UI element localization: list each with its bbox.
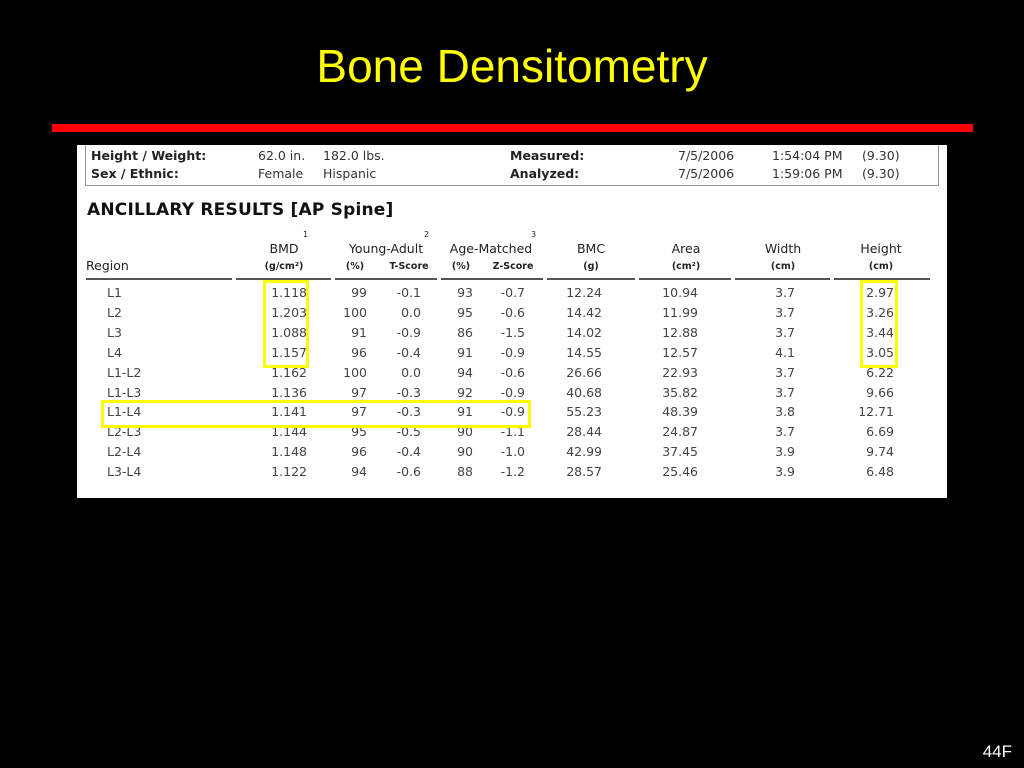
cell-region: L2-L4 bbox=[107, 444, 142, 460]
young-adult-header: Young-Adult bbox=[348, 241, 424, 256]
cell-t: 0.0 bbox=[401, 304, 421, 320]
cell-region: L2-L3 bbox=[107, 424, 142, 440]
cell-width: 4.1 bbox=[775, 344, 795, 360]
cell-bmd: 1.141 bbox=[271, 404, 307, 420]
cell-bmd: 1.162 bbox=[271, 364, 307, 380]
cell-region: L1-L3 bbox=[107, 384, 142, 400]
cell-height: 2.97 bbox=[866, 285, 894, 300]
page-number: 44F bbox=[982, 742, 1012, 761]
cell-area: 48.39 bbox=[662, 404, 698, 420]
cell-width: 3.7 bbox=[775, 304, 795, 320]
measured-label: Measured: bbox=[510, 148, 585, 163]
cell-region: L1-L2 bbox=[107, 364, 142, 380]
cell-bmc: 55.23 bbox=[566, 404, 602, 420]
cell-height: 6.22 bbox=[866, 364, 894, 380]
age-matched-header: Age-Matched bbox=[449, 241, 533, 256]
cell-am-pct: 95 bbox=[457, 304, 473, 320]
cell-bmc: 12.24 bbox=[566, 285, 602, 300]
sex-value: Female bbox=[258, 166, 304, 181]
header-rule bbox=[735, 278, 830, 280]
cell-bmc: 14.42 bbox=[566, 304, 602, 320]
height-value: 62.0 in. bbox=[258, 148, 306, 163]
table-row bbox=[77, 404, 947, 424]
cell-bmc: 28.44 bbox=[566, 424, 602, 440]
cell-height: 3.05 bbox=[866, 344, 894, 360]
weight-value: 182.0 lbs. bbox=[323, 148, 385, 163]
analyzed-time: 1:59:06 PM bbox=[772, 166, 843, 181]
cell-am-pct: 92 bbox=[457, 384, 473, 400]
cell-bmd: 1.203 bbox=[271, 304, 307, 320]
cell-am-pct: 91 bbox=[457, 404, 473, 420]
title-divider bbox=[52, 124, 973, 132]
cell-bmd: 1.088 bbox=[271, 324, 307, 340]
cell-area: 11.99 bbox=[662, 304, 698, 320]
cell-t: -0.3 bbox=[396, 384, 421, 400]
cell-t: -0.5 bbox=[396, 424, 421, 440]
header-rule bbox=[834, 278, 930, 280]
table-row bbox=[77, 464, 947, 484]
young-adult-footnote: 2 bbox=[424, 230, 430, 239]
cell-region: L1 bbox=[107, 285, 122, 300]
cell-region: L1-L4 bbox=[107, 404, 142, 420]
table-row bbox=[77, 365, 947, 385]
cell-bmd: 1.148 bbox=[271, 444, 307, 460]
cell-width: 3.7 bbox=[775, 324, 795, 340]
region-header: Region bbox=[86, 258, 129, 273]
cell-width: 3.7 bbox=[775, 384, 795, 400]
sex-ethnic-row bbox=[86, 166, 938, 184]
cell-area: 35.82 bbox=[662, 384, 698, 400]
cell-z: -1.1 bbox=[500, 424, 525, 440]
sex-ethnic-label: Sex / Ethnic: bbox=[91, 166, 179, 181]
cell-t: -0.3 bbox=[396, 404, 421, 420]
cell-ya-pct: 100 bbox=[343, 364, 367, 380]
cell-ya-pct: 91 bbox=[351, 324, 367, 340]
measured-time: 1:54:04 PM bbox=[772, 148, 843, 163]
cell-am-pct: 93 bbox=[457, 285, 473, 300]
cell-height: 3.44 bbox=[866, 324, 894, 340]
width-unit: (cm) bbox=[770, 261, 796, 272]
cell-z: -1.0 bbox=[500, 444, 525, 460]
table-row bbox=[77, 345, 947, 365]
cell-t: -0.9 bbox=[396, 324, 421, 340]
height-weight-label: Height / Weight: bbox=[91, 148, 207, 163]
cell-area: 37.45 bbox=[662, 444, 698, 460]
table-row bbox=[77, 385, 947, 405]
cell-region: L3 bbox=[107, 324, 122, 340]
cell-am-pct: 90 bbox=[457, 424, 473, 440]
cell-area: 12.88 bbox=[662, 324, 698, 340]
table-row bbox=[77, 325, 947, 345]
cell-t: -0.4 bbox=[396, 444, 421, 460]
age-matched-footnote: 3 bbox=[531, 230, 537, 239]
cell-am-pct: 86 bbox=[457, 324, 473, 340]
cell-area: 12.57 bbox=[662, 344, 698, 360]
cell-t: -0.6 bbox=[396, 464, 421, 480]
cell-ya-pct: 97 bbox=[351, 384, 367, 400]
cell-ya-pct: 96 bbox=[351, 344, 367, 360]
am-pct-unit: (%) bbox=[451, 261, 471, 272]
t-score-unit: T-Score bbox=[389, 261, 429, 272]
cell-ya-pct: 99 bbox=[351, 285, 367, 300]
cell-z: -0.9 bbox=[500, 344, 525, 360]
cell-am-pct: 91 bbox=[457, 344, 473, 360]
header-rule bbox=[86, 278, 232, 280]
header-rule bbox=[441, 278, 543, 280]
cell-ya-pct: 100 bbox=[343, 304, 367, 320]
cell-height: 6.48 bbox=[866, 464, 894, 480]
cell-am-pct: 94 bbox=[457, 364, 473, 380]
height-weight-row bbox=[86, 148, 938, 166]
cell-bmc: 28.57 bbox=[566, 464, 602, 480]
header-rule bbox=[547, 278, 635, 280]
cell-t: -0.4 bbox=[396, 344, 421, 360]
cell-area: 22.93 bbox=[662, 364, 698, 380]
height-unit: (cm) bbox=[868, 261, 894, 272]
cell-ya-pct: 97 bbox=[351, 404, 367, 420]
cell-area: 10.94 bbox=[662, 285, 698, 300]
cell-bmd: 1.136 bbox=[271, 384, 307, 400]
bmc-unit: (g) bbox=[583, 261, 599, 272]
height-header: Height bbox=[860, 241, 902, 256]
cell-z: -0.6 bbox=[500, 364, 525, 380]
table-row bbox=[77, 424, 947, 444]
area-header: Area bbox=[671, 241, 701, 256]
table-row bbox=[77, 285, 947, 305]
measured-date: 7/5/2006 bbox=[678, 148, 735, 163]
table-row bbox=[77, 305, 947, 325]
header-rule bbox=[335, 278, 437, 280]
cell-z: -0.9 bbox=[500, 384, 525, 400]
cell-z: -1.5 bbox=[500, 324, 525, 340]
cell-t: 0.0 bbox=[401, 364, 421, 380]
cell-height: 3.26 bbox=[866, 304, 894, 320]
cell-bmc: 14.55 bbox=[566, 344, 602, 360]
cell-ya-pct: 95 bbox=[351, 424, 367, 440]
cell-width: 3.7 bbox=[775, 285, 795, 300]
cell-am-pct: 88 bbox=[457, 464, 473, 480]
bmc-header: BMC bbox=[576, 241, 606, 256]
slide-title: Bone Densitometry bbox=[316, 40, 708, 92]
cell-z: -0.7 bbox=[500, 285, 525, 300]
cell-height: 9.74 bbox=[866, 444, 894, 460]
cell-width: 3.7 bbox=[775, 424, 795, 440]
header-rule bbox=[639, 278, 731, 280]
cell-bmd: 1.144 bbox=[271, 424, 307, 440]
ya-pct-unit: (%) bbox=[345, 261, 365, 272]
cell-bmd: 1.118 bbox=[271, 285, 307, 300]
densitometry-report bbox=[77, 145, 947, 498]
analyzed-label: Analyzed: bbox=[510, 166, 580, 181]
cell-region: L3-L4 bbox=[107, 464, 142, 480]
cell-width: 3.9 bbox=[775, 464, 795, 480]
cell-t: -0.1 bbox=[396, 285, 421, 300]
table-row bbox=[77, 444, 947, 464]
cell-bmc: 42.99 bbox=[566, 444, 602, 460]
cell-area: 24.87 bbox=[662, 424, 698, 440]
width-header: Width bbox=[764, 241, 802, 256]
cell-height: 12.71 bbox=[858, 404, 894, 420]
bmd-header: BMD bbox=[269, 241, 299, 256]
cell-bmd: 1.157 bbox=[271, 344, 307, 360]
cell-width: 3.9 bbox=[775, 444, 795, 460]
bmd-footnote: 1 bbox=[303, 230, 309, 239]
cell-height: 6.69 bbox=[866, 424, 894, 440]
ethnic-value: Hispanic bbox=[323, 166, 377, 181]
patient-info-box bbox=[85, 145, 939, 186]
analyzed-date: 7/5/2006 bbox=[678, 166, 735, 181]
cell-bmd: 1.122 bbox=[271, 464, 307, 480]
cell-area: 25.46 bbox=[662, 464, 698, 480]
cell-ya-pct: 94 bbox=[351, 464, 367, 480]
cell-am-pct: 90 bbox=[457, 444, 473, 460]
results-title: ANCILLARY RESULTS [AP Spine] bbox=[87, 200, 394, 220]
cell-z: -0.6 bbox=[500, 304, 525, 320]
area-unit: (cm²) bbox=[671, 261, 701, 272]
cell-ya-pct: 96 bbox=[351, 444, 367, 460]
cell-height: 9.66 bbox=[866, 384, 894, 400]
cell-bmc: 26.66 bbox=[566, 364, 602, 380]
cell-width: 3.8 bbox=[775, 404, 795, 420]
cell-z: -1.2 bbox=[500, 464, 525, 480]
cell-bmc: 14.02 bbox=[566, 324, 602, 340]
cell-width: 3.7 bbox=[775, 364, 795, 380]
cell-region: L2 bbox=[107, 304, 122, 320]
cell-z: -0.9 bbox=[500, 404, 525, 420]
cell-region: L4 bbox=[107, 344, 122, 360]
analyzed-version: (9.30) bbox=[862, 166, 900, 181]
measured-version: (9.30) bbox=[862, 148, 900, 163]
cell-bmc: 40.68 bbox=[566, 384, 602, 400]
bmd-unit: (g/cm²) bbox=[264, 261, 304, 272]
header-rule bbox=[236, 278, 331, 280]
z-score-unit: Z-Score bbox=[492, 261, 534, 272]
